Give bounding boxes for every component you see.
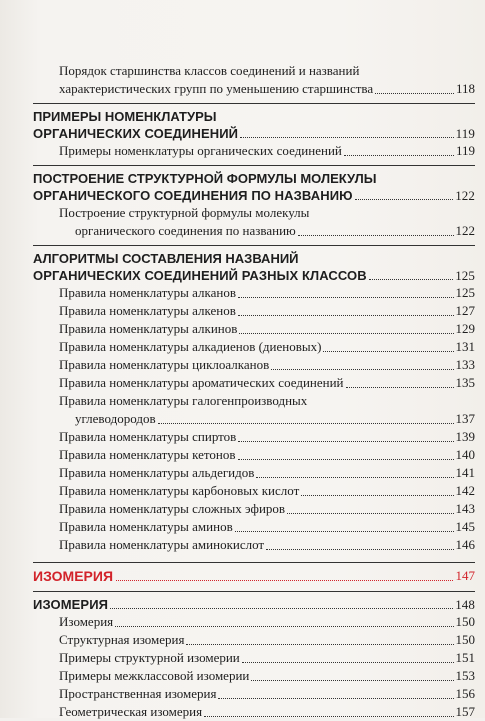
toc-entry-label: Изомерия [59,614,114,629]
section-title: ОРГАНИЧЕСКИХ СОЕДИНЕНИЙ [33,126,239,141]
toc-entry[interactable] [33,500,475,518]
leader-dots [355,199,454,200]
leader-dots [218,698,453,699]
toc-entry-label: Геометрическая изомерия [59,704,203,719]
toc-entry-label: Правила номенклатуры алкенов [59,303,236,318]
toc-entry[interactable] [33,464,475,482]
leader-dots [344,155,454,156]
leader-dots [251,680,453,681]
toc-entry[interactable] [33,204,475,240]
toc-entry[interactable] [33,536,475,554]
toc-entry[interactable] [33,392,475,428]
page-number: 133 [455,357,475,372]
toc-section-algorithms[interactable] [33,250,475,284]
toc-entry-label: Правила номенклатуры альдегидов [59,465,255,480]
toc-entry-label: Примеры межклассовой изомерии [59,668,250,683]
toc-entry-list [33,428,475,554]
leader-dots [242,662,454,663]
toc-entry[interactable] [33,482,475,500]
toc-entry-seniority[interactable] [33,62,475,98]
toc-entry-list [33,613,475,721]
page-number: 148 [455,597,475,612]
leader-dots [186,644,453,645]
page-number: 143 [455,501,475,516]
toc-entry[interactable] [33,703,475,721]
leader-dots [115,626,453,627]
toc-entry-list [33,284,475,392]
toc-entry-label: Правила номенклатуры спиртов [59,429,237,444]
leader-dots [346,387,454,388]
page-number: 142 [455,483,475,498]
toc-entry-label: Правила номенклатуры кетонов [59,447,236,462]
toc-entry[interactable] [33,649,475,667]
toc-entry-line: углеводородов [75,411,156,426]
leader-dots [271,369,453,370]
toc-entry-label: Правила номенклатуры аминов [59,519,233,534]
page-number: 137 [455,411,475,426]
toc-entry[interactable] [33,518,475,536]
toc-entry-line: Порядок старшинства классов соединений и названий [59,63,360,78]
page-number: 156 [455,686,475,701]
toc-section-construction[interactable] [33,170,475,204]
page-number: 135 [455,375,475,390]
leader-dots [369,279,453,280]
page-number: 122 [455,188,475,203]
toc-entry[interactable] [33,631,475,649]
part-title: ИЗОМЕРИЯ [33,568,114,584]
toc-entry[interactable] [33,446,475,464]
toc-entry[interactable] [33,667,475,685]
toc-entry-label: Правила номенклатуры алкинов [59,321,238,336]
section-divider [33,591,475,592]
leader-dots [298,235,454,236]
section-title: ОРГАНИЧЕСКИХ СОЕДИНЕНИЙ РАЗНЫХ КЛАССОВ [33,268,367,283]
toc-entry-label: Структурная изомерия [59,632,185,647]
leader-dots [301,495,453,496]
toc-entry-label: Правила номенклатуры алканов [59,285,237,300]
page-number: 139 [455,429,475,444]
leader-dots [287,513,453,514]
toc-section-isomerism[interactable] [33,596,475,613]
page-number: 125 [455,268,475,283]
toc-entry[interactable] [33,320,475,338]
toc-entry-label: Правила номенклатуры сложных эфиров [59,501,286,516]
page-number: 150 [455,632,475,647]
leader-dots [323,351,453,352]
toc-entry-label: Правила номенклатуры алкадиенов (диеновых) [59,339,322,354]
leader-dots [240,137,454,138]
section-divider [33,103,475,104]
leader-dots [238,297,453,298]
toc-entry-label: Примеры номенклатуры органических соединений [59,143,342,158]
toc-entry[interactable] [33,302,475,320]
leader-dots [239,333,453,334]
toc-entry[interactable] [33,613,475,631]
page-number: 150 [455,614,475,629]
toc-entry[interactable] [33,142,475,160]
toc-entry[interactable] [33,284,475,302]
toc-entry-line: характеристических групп по уменьшению старшинства [59,81,374,96]
leader-dots [235,531,454,532]
section-title: АЛГОРИТМЫ СОСТАВЛЕНИЯ НАЗВАНИЙ [33,251,299,266]
toc-entry-line: органического соединения по названию [75,223,296,238]
page-number: 151 [455,650,475,665]
page-number: 127 [455,303,475,318]
toc-entry-label: Правила номенклатуры циклоалканов [59,357,270,372]
leader-dots [158,423,454,424]
section-title: ПРИМЕРЫ НОМЕНКЛАТУРЫ [33,109,217,124]
toc-entry-label: Примеры структурной изомерии [59,650,240,665]
leader-dots [238,441,453,442]
toc-section-examples[interactable] [33,108,475,142]
toc-entry[interactable] [33,428,475,446]
leader-dots [256,477,453,478]
page-number: 141 [455,465,475,480]
leader-dots [204,716,453,717]
page-number: 140 [455,447,475,462]
toc-entry[interactable] [33,374,475,392]
toc-entry[interactable] [33,685,475,703]
section-title: ПОСТРОЕНИЕ СТРУКТУРНОЙ ФОРМУЛЫ МОЛЕКУЛЫ [33,171,377,186]
section-title: ИЗОМЕРИЯ [33,597,109,612]
page-number: 125 [455,285,475,300]
toc-entry-line: Построение структурной формулы молекулы [59,205,310,220]
section-divider [33,562,475,563]
leader-dots [375,93,454,94]
toc-entry-label: Правила номенклатуры ароматических соединений [59,375,344,390]
section-title: ОРГАНИЧЕСКОГО СОЕДИНЕНИЯ ПО НАЗВАНИЮ [33,188,353,203]
toc-entry-label: Правила номенклатуры аминокислот [59,537,265,552]
page-number: 119 [455,126,475,141]
page-number: 147 [455,568,475,583]
page-number: 157 [455,704,475,719]
leader-dots [116,580,452,581]
page-number: 118 [455,81,475,96]
section-divider [33,245,475,246]
leader-dots [238,315,454,316]
page-number: 146 [455,537,475,552]
section-divider [33,165,475,166]
page-number: 145 [455,519,475,534]
page-number: 129 [455,321,475,336]
toc-part-isomerism[interactable] [33,567,475,585]
page-number: 131 [455,339,475,354]
leader-dots [238,459,454,460]
leader-dots [110,608,453,609]
toc-entry-line: Правила номенклатуры галогенпроизводных [59,393,308,408]
toc-entry-label: Пространственная изомерия [59,686,217,701]
page-number: 122 [455,223,475,238]
table-of-contents [33,62,475,721]
toc-entry[interactable] [33,356,475,374]
page-number: 153 [455,668,475,683]
toc-entry[interactable] [33,338,475,356]
toc-entry-label: Правила номенклатуры карбоновых кислот [59,483,300,498]
leader-dots [266,549,453,550]
page-number: 119 [455,143,475,158]
